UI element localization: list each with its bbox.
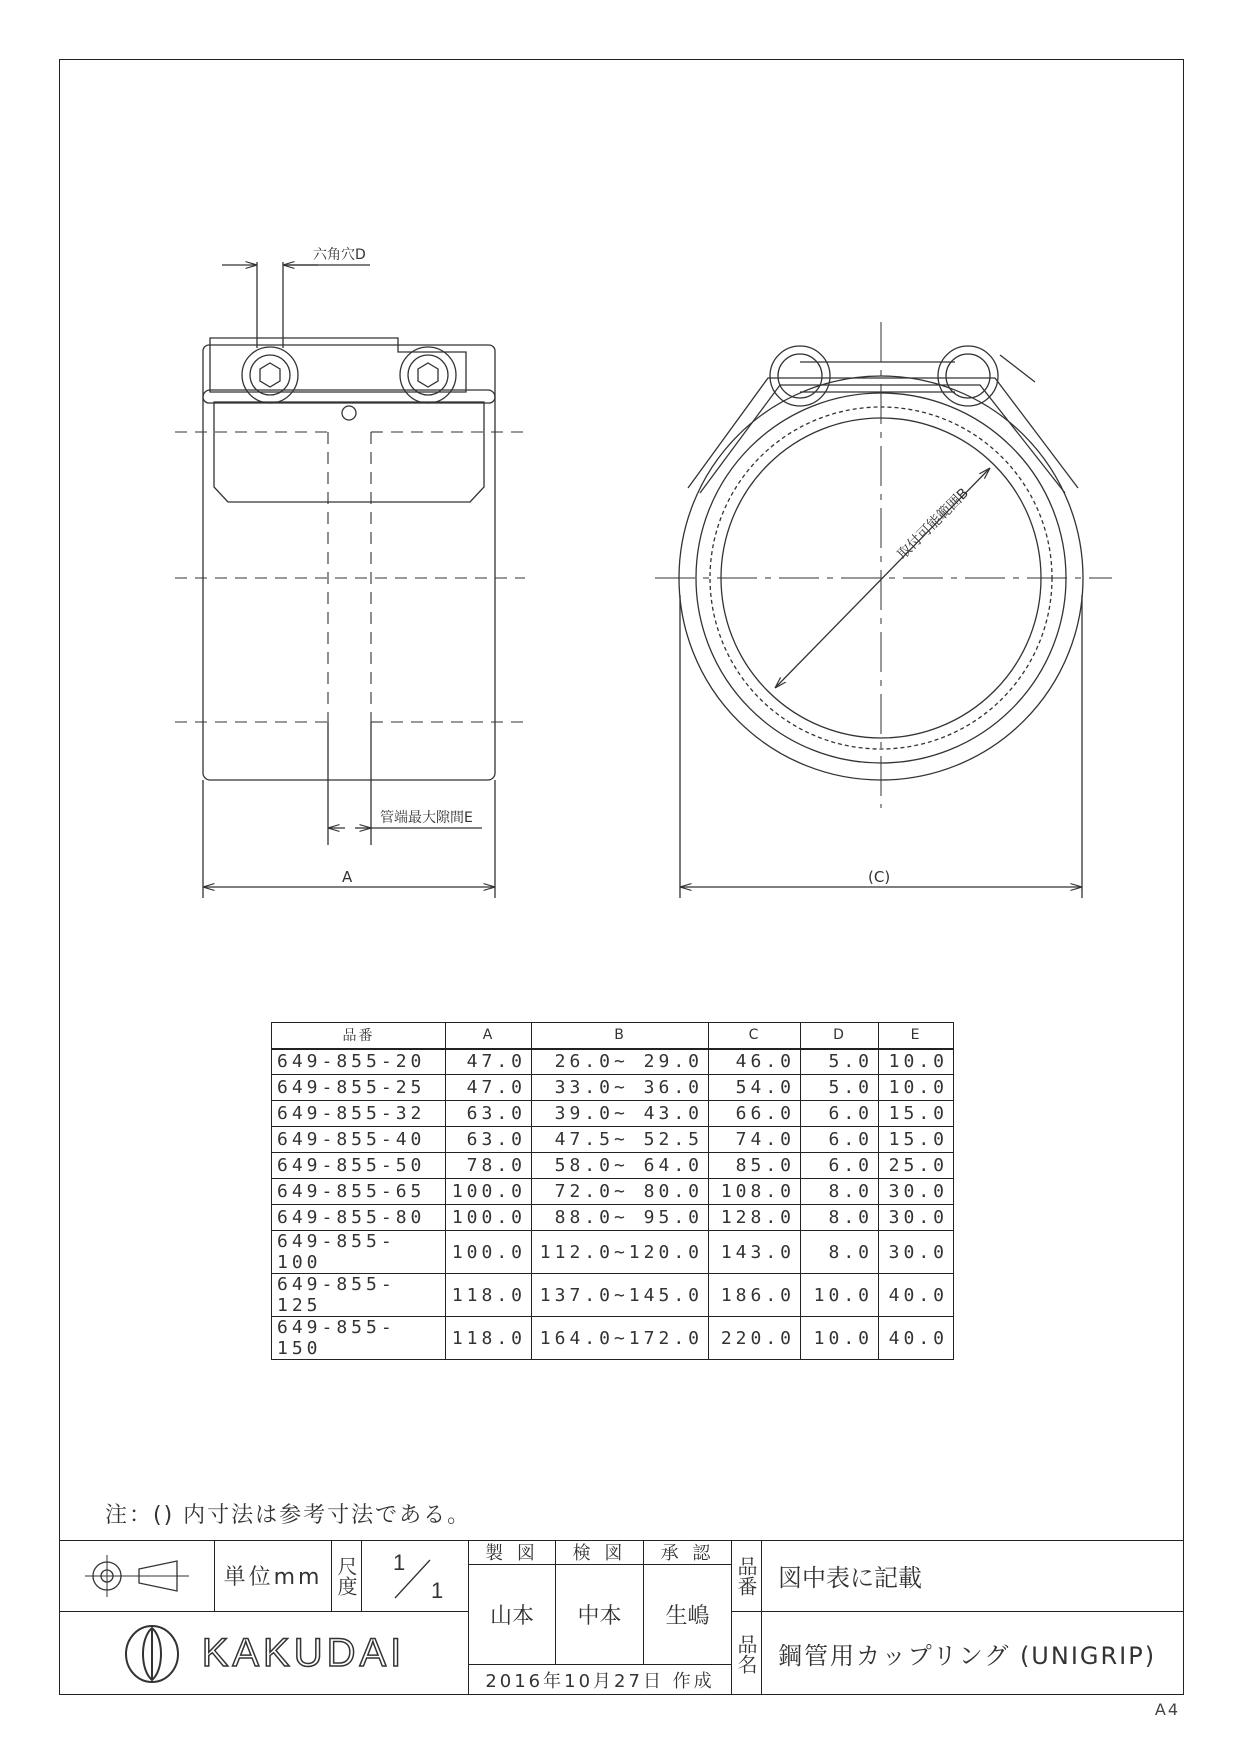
- side-view: [655, 322, 1112, 898]
- scale-label: 尺度: [332, 1540, 362, 1612]
- clamp-plate: [214, 402, 484, 502]
- scale-value-cell: [362, 1540, 469, 1612]
- spec-cell: 10.0: [801, 1317, 879, 1360]
- spec-cell: 30.0: [879, 1205, 954, 1231]
- spec-cell: 6.0: [801, 1127, 879, 1153]
- table-row: [272, 1101, 954, 1127]
- reference-note: 注：() 内寸法は参考寸法である。: [105, 1503, 472, 1528]
- center-pin: [342, 406, 356, 420]
- spec-cell: 63.0: [446, 1127, 532, 1153]
- table-row: [272, 1274, 954, 1317]
- spec-cell: 66.0: [709, 1101, 801, 1127]
- checked-label: 検 図: [556, 1540, 644, 1565]
- side-bolt-left: [770, 346, 830, 406]
- spec-cell: 8.0: [801, 1179, 879, 1205]
- front-view: [175, 262, 525, 898]
- scale-denominator: 1: [431, 1577, 444, 1603]
- table-row: [272, 1231, 954, 1274]
- kakudai-logo-icon: [122, 1624, 182, 1684]
- spec-cell: 100.0: [446, 1231, 532, 1274]
- spec-cell: 15.0: [879, 1127, 954, 1153]
- spec-cell: 100.0: [446, 1205, 532, 1231]
- spec-cell: 143.0: [709, 1231, 801, 1274]
- spec-cell: 186.0: [709, 1274, 801, 1317]
- spec-cell: 8.0: [801, 1231, 879, 1274]
- spec-cell: 15.0: [879, 1101, 954, 1127]
- spec-header-3: C: [709, 1023, 801, 1049]
- spec-header-1: A: [446, 1023, 532, 1049]
- spec-cell: 649-855-25: [272, 1075, 446, 1101]
- spec-cell: 8.0: [801, 1205, 879, 1231]
- third-angle-icon: [77, 1551, 197, 1601]
- table-row: [272, 1049, 954, 1075]
- pipe-gap-label: 管端最大隙間E: [380, 810, 473, 826]
- spec-cell: 112.0~120.0: [532, 1231, 709, 1274]
- spec-cell: 46.0: [709, 1049, 801, 1075]
- spec-cell: 54.0: [709, 1075, 801, 1101]
- bolt-left: [242, 347, 298, 403]
- spec-header-4: D: [801, 1023, 879, 1049]
- spec-cell: 649-855-50: [272, 1153, 446, 1179]
- dim-c-label: (C): [868, 868, 891, 886]
- spec-cell: 6.0: [801, 1101, 879, 1127]
- spec-cell: 118.0: [446, 1317, 532, 1360]
- table-row: [272, 1205, 954, 1231]
- spec-cell: 30.0: [879, 1179, 954, 1205]
- spec-cell: 30.0: [879, 1231, 954, 1274]
- company-logo: [59, 1612, 469, 1695]
- spec-cell: 40.0: [879, 1274, 954, 1317]
- spec-cell: 47.5~ 52.5: [532, 1127, 709, 1153]
- spec-header-0: 品番: [272, 1023, 446, 1049]
- spec-cell: 649-855-80: [272, 1205, 446, 1231]
- spec-cell: 649-855-125: [272, 1274, 446, 1317]
- spec-cell: 649-855-100: [272, 1231, 446, 1274]
- part-no-label: 品番: [732, 1540, 762, 1612]
- spec-cell: 26.0~ 29.0: [532, 1049, 709, 1075]
- part-no-value: 図中表に記載: [762, 1540, 1184, 1612]
- table-row: [272, 1075, 954, 1101]
- spec-cell: 108.0: [709, 1179, 801, 1205]
- approved-label: 承 認: [644, 1540, 732, 1565]
- spec-header-5: E: [879, 1023, 954, 1049]
- date-cell: 2016年10月27日 作成: [469, 1665, 732, 1695]
- range-b-label: 取付可能範囲B: [894, 485, 973, 563]
- projection-symbol: [59, 1540, 215, 1612]
- logo-text: KAKUDAI: [201, 1631, 406, 1675]
- spec-header-2: B: [532, 1023, 709, 1049]
- table-row: [272, 1153, 954, 1179]
- spec-cell: 10.0: [879, 1049, 954, 1075]
- spec-cell: 58.0~ 64.0: [532, 1153, 709, 1179]
- bolt-bar: [203, 345, 495, 403]
- spec-table: [271, 1022, 954, 1360]
- spec-cell: 40.0: [879, 1317, 954, 1360]
- spec-cell: 10.0: [801, 1274, 879, 1317]
- spec-cell: 6.0: [801, 1153, 879, 1179]
- spec-cell: 47.0: [446, 1075, 532, 1101]
- bolt-right: [400, 347, 456, 403]
- spec-cell: 118.0: [446, 1274, 532, 1317]
- spec-cell: 649-855-32: [272, 1101, 446, 1127]
- scale-numerator: 1: [393, 1549, 406, 1575]
- dim-a-label: A: [342, 868, 353, 886]
- side-bolt-right: [938, 346, 998, 406]
- spec-cell: 649-855-20: [272, 1049, 446, 1075]
- spec-cell: 85.0: [709, 1153, 801, 1179]
- product-value: 鋼管用カップリング (UNIGRIP): [778, 1642, 1157, 1670]
- spec-cell: 5.0: [801, 1049, 879, 1075]
- spec-cell: 10.0: [879, 1075, 954, 1101]
- table-row: [272, 1317, 954, 1360]
- spec-cell: 164.0~172.0: [532, 1317, 709, 1360]
- drawn-by: 山本: [469, 1565, 556, 1665]
- checked-by: 中本: [556, 1565, 644, 1665]
- drawn-label: 製 図: [469, 1540, 556, 1565]
- spec-cell: 128.0: [709, 1205, 801, 1231]
- spec-cell: 33.0~ 36.0: [532, 1075, 709, 1101]
- spec-cell: 137.0~145.0: [532, 1274, 709, 1317]
- spec-cell: 78.0: [446, 1153, 532, 1179]
- spec-cell: 47.0: [446, 1049, 532, 1075]
- hex-hole-label: 六角穴D: [313, 247, 366, 263]
- table-row: [272, 1179, 954, 1205]
- unit-cell: 単位mm: [215, 1540, 332, 1612]
- bolt-bracket: [210, 338, 466, 392]
- spec-cell: 88.0~ 95.0: [532, 1205, 709, 1231]
- hidden-lines: [175, 432, 525, 722]
- spec-cell: 39.0~ 43.0: [532, 1101, 709, 1127]
- spec-cell: 72.0~ 80.0: [532, 1179, 709, 1205]
- spec-cell: 74.0: [709, 1127, 801, 1153]
- approved-by: 生嶋: [644, 1565, 732, 1665]
- spec-cell: 63.0: [446, 1101, 532, 1127]
- spec-cell: 649-855-65: [272, 1179, 446, 1205]
- spec-cell: 649-855-40: [272, 1127, 446, 1153]
- table-row: [272, 1127, 954, 1153]
- spec-cell: 5.0: [801, 1075, 879, 1101]
- spec-cell: 220.0: [709, 1317, 801, 1360]
- spec-cell: 649-855-150: [272, 1317, 446, 1360]
- spec-cell: 25.0: [879, 1153, 954, 1179]
- sheet-size: A4: [1154, 1700, 1180, 1719]
- spec-cell: 100.0: [446, 1179, 532, 1205]
- title-block: [59, 1540, 1184, 1695]
- product-label: 品名: [732, 1612, 762, 1695]
